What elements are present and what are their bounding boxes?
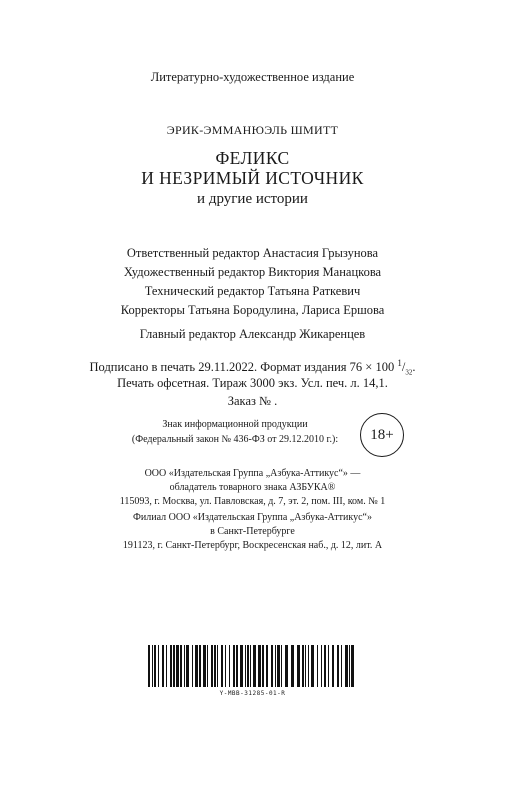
age-rating-badge: 18+ bbox=[360, 413, 404, 457]
format-fraction-numerator: 1 bbox=[397, 358, 402, 368]
publisher-address: 115093, г. Москва, ул. Павловская, д. 7, эт. 2, пом. III, ком. № 1 bbox=[119, 496, 386, 507]
edition-type: Литературно-художественное издание bbox=[150, 70, 355, 84]
book-subtitle: и другие истории bbox=[197, 191, 308, 207]
barcode-caption: Y-MBB-31285-01-R bbox=[219, 690, 286, 697]
print-info-line2: Печать офсетная. Тираж 3000 экз. Усл. печ. л. 14,1. bbox=[117, 376, 388, 390]
barcode bbox=[148, 645, 357, 687]
publisher-line: ООО «Издательская Группа „Азбука-Аттикус“» — bbox=[144, 468, 361, 479]
product-sign-label: Знак информационной продукции bbox=[162, 419, 308, 430]
credit-line: Ответственный редактор Анастасия Грызунова bbox=[126, 246, 379, 260]
credit-line: Технический редактор Татьяна Раткевич bbox=[144, 284, 361, 298]
print-info-line3: Заказ № . bbox=[227, 394, 278, 408]
book-title-line2: И НЕЗРИМЫЙ ИСТОЧНИК bbox=[141, 168, 364, 188]
author-name: ЭРИК-ЭММАНЮЭЛЬ ШМИТТ bbox=[166, 123, 339, 137]
book-title-line1: ФЕЛИКС bbox=[215, 148, 290, 168]
credit-line: Корректоры Татьяна Бородулина, Лариса Ершова bbox=[120, 303, 385, 317]
credit-line: Художественный редактор Виктория Манацкова bbox=[123, 265, 382, 279]
publisher-line: обладатель товарного знака АЗБУКА® bbox=[169, 482, 336, 493]
format-fraction-denominator: 32 bbox=[405, 368, 413, 377]
product-sign-law: (Федеральный закон № 436-ФЗ от 29.12.2010 г.): bbox=[131, 434, 339, 445]
branch-line: Филиал ООО «Издательская Группа „Азбука-Аттикус“» bbox=[133, 512, 372, 523]
print-info-line1: Подписано в печать 29.11.2022. Формат издания 76 × 100 $^1/_{32}$. bbox=[89, 358, 416, 377]
branch-address: 191123, г. Санкт-Петербург, Воскресенская наб., д. 12, лит. А bbox=[122, 540, 383, 551]
branch-line: в Санкт-Петербурге bbox=[210, 526, 295, 537]
credit-line: Главный редактор Александр Жикаренцев bbox=[139, 327, 366, 341]
print-info-text: Подписано в печать 29.11.2022. Формат издания 76 × 100 bbox=[89, 360, 395, 375]
